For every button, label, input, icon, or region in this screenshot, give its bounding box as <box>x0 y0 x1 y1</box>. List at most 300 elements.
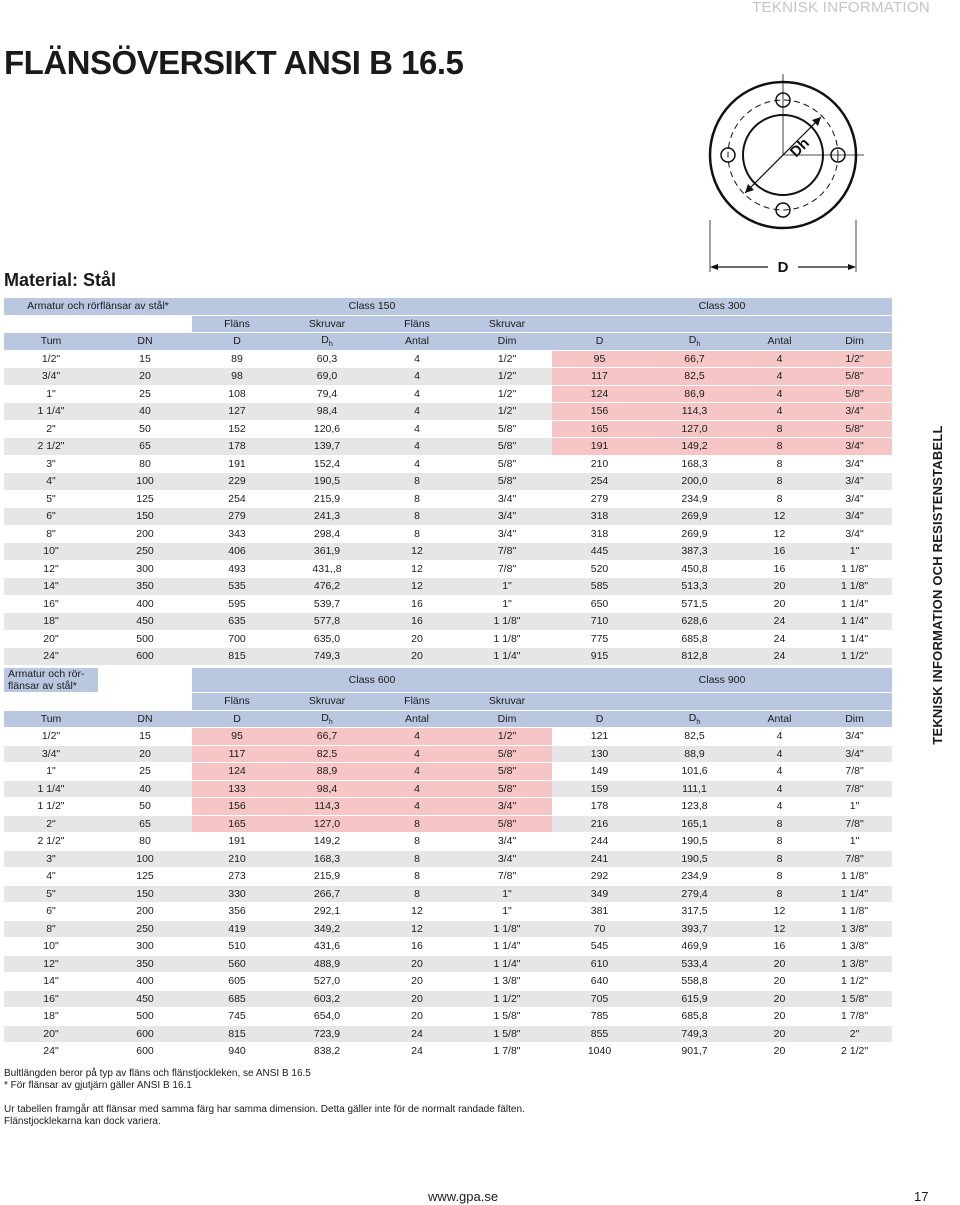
table-cell: 7/8" <box>817 815 892 833</box>
table-cell: 915 <box>552 648 647 666</box>
table-cell: 200 <box>98 903 192 921</box>
table-row <box>4 903 892 921</box>
table-cell: 4 <box>372 745 462 763</box>
table-cell: 266,7 <box>282 885 372 903</box>
table-cell: 513,3 <box>647 578 742 596</box>
table-cell: 685 <box>192 990 282 1008</box>
table-cell: 1/2" <box>462 403 552 421</box>
table-cell: 4" <box>4 868 98 886</box>
table-cell: 88,9 <box>282 763 372 781</box>
table-cell: 4 <box>372 728 462 746</box>
table-cell: 254 <box>192 490 282 508</box>
table-cell: 838,2 <box>282 1043 372 1061</box>
table-cell: 12 <box>742 525 817 543</box>
table-cell: 3/4" <box>462 525 552 543</box>
table-cell: 210 <box>192 850 282 868</box>
table-cell: 685,8 <box>647 1008 742 1026</box>
table-cell: 1/2" <box>4 350 98 368</box>
table-body <box>4 728 892 1061</box>
table-cell: 4 <box>372 780 462 798</box>
table-cell: 12 <box>372 560 462 578</box>
table-cell: 749,3 <box>647 1025 742 1043</box>
footer-url[interactable]: www.gpa.se <box>428 1189 499 1204</box>
table-cell: 330 <box>192 885 282 903</box>
table-cell: 1 3/8" <box>462 973 552 991</box>
table-cell: 16 <box>742 543 817 561</box>
table-cell: 1 1/4" <box>462 938 552 956</box>
table-cell: 190,5 <box>282 473 372 491</box>
table-cell: 16 <box>372 938 462 956</box>
table-cell: 1" <box>817 833 892 851</box>
table-cell: 381 <box>552 903 647 921</box>
table-cell: 8 <box>742 885 817 903</box>
table-cell: 318 <box>552 508 647 526</box>
table-cell: 1 1/8" <box>817 868 892 886</box>
table-cell: 250 <box>98 920 192 938</box>
table-cell: 640 <box>552 973 647 991</box>
table-cell: 1/2" <box>462 350 552 368</box>
table-cell: 650 <box>552 595 647 613</box>
table-cell: 700 <box>192 630 282 648</box>
table-cell: 80 <box>98 455 192 473</box>
table-cell: 12 <box>372 903 462 921</box>
table-cell: 4 <box>372 385 462 403</box>
table-cell: 356 <box>192 903 282 921</box>
table-cell: 20 <box>372 973 462 991</box>
table-cell: 165,1 <box>647 815 742 833</box>
group-label: Skruvar <box>282 315 372 333</box>
table-cell: 600 <box>98 1043 192 1061</box>
section-header-label: TEKNISK INFORMATION <box>752 0 930 16</box>
table-cell: 16 <box>372 595 462 613</box>
table-cell: 114,3 <box>282 798 372 816</box>
column-header: DN <box>98 333 192 351</box>
table-cell: 1 3/8" <box>817 955 892 973</box>
material-heading: Material: Stål <box>4 270 117 290</box>
table-cell: 4 <box>742 745 817 763</box>
table-cell: 7/8" <box>817 763 892 781</box>
table-cell: 1 1/8" <box>462 920 552 938</box>
table-cell: 4 <box>372 403 462 421</box>
table-cell: 7/8" <box>462 868 552 886</box>
table-cell: 635 <box>192 613 282 631</box>
table-cell: 149 <box>552 763 647 781</box>
table-cell: 18" <box>4 613 98 631</box>
column-header: D <box>552 710 647 728</box>
table-cell: 4 <box>742 385 817 403</box>
table-row <box>4 833 892 851</box>
class-header: Class 150 <box>192 298 552 315</box>
table-cell: 419 <box>192 920 282 938</box>
table-cell: 66,7 <box>647 350 742 368</box>
flange-table-class-600-900 <box>4 668 892 1061</box>
table-cell: 121 <box>552 728 647 746</box>
table-cell: 1 1/4" <box>462 648 552 666</box>
table-cell: 595 <box>192 595 282 613</box>
table-cell: 493 <box>192 560 282 578</box>
table-cell: 149,2 <box>647 438 742 456</box>
table-row <box>4 420 892 438</box>
table-cell: 1 1/4" <box>4 780 98 798</box>
table-cell: 349 <box>552 885 647 903</box>
table-cell: 510 <box>192 938 282 956</box>
table-cell: 139,7 <box>282 438 372 456</box>
table-cell: 178 <box>192 438 282 456</box>
table-cell: 3/4" <box>817 403 892 421</box>
table-cell: 98 <box>192 368 282 386</box>
table-cell: 24 <box>742 648 817 666</box>
table-cell: 5/8" <box>462 780 552 798</box>
table-cell: 815 <box>192 1025 282 1043</box>
table-row <box>4 613 892 631</box>
table-cell: 1/2" <box>462 368 552 386</box>
table-cell: 234,9 <box>647 868 742 886</box>
table-cell: 20 <box>742 990 817 1008</box>
table-cell: 2" <box>817 1025 892 1043</box>
table-cell: 20 <box>372 648 462 666</box>
table-cell: 8 <box>372 868 462 886</box>
table-cell: 445 <box>552 543 647 561</box>
table-cell: 610 <box>552 955 647 973</box>
table-cell: 1 7/8" <box>462 1043 552 1061</box>
table-cell: 1 7/8" <box>817 1008 892 1026</box>
column-header: Antal <box>372 333 462 351</box>
table-cell: 98,4 <box>282 780 372 798</box>
table-cell: 1" <box>817 798 892 816</box>
dh-label: Dh <box>786 134 813 161</box>
table-cell: 8 <box>372 473 462 491</box>
table-cell: 4 <box>742 728 817 746</box>
table-cell: 4 <box>372 438 462 456</box>
table-cell: 1" <box>462 595 552 613</box>
table-corner-label: Armatur och rör-flänsar av stål* <box>4 668 98 693</box>
table-cell: 3" <box>4 850 98 868</box>
table-cell: 450 <box>98 613 192 631</box>
table-row <box>4 648 892 666</box>
table-cell: 387,3 <box>647 543 742 561</box>
table-cell: 1 1/8" <box>817 560 892 578</box>
table-cell: 16" <box>4 990 98 1008</box>
table-cell: 4 <box>372 420 462 438</box>
table-cell: 3/4" <box>817 438 892 456</box>
column-header: Dim <box>817 333 892 351</box>
table-cell: 318 <box>552 525 647 543</box>
table-cell: 20 <box>742 973 817 991</box>
table-cell: 5/8" <box>462 473 552 491</box>
table-cell: 535 <box>192 578 282 596</box>
table-cell: 5/8" <box>462 815 552 833</box>
table-cell: 1 1/4" <box>817 885 892 903</box>
table-cell: 292 <box>552 868 647 886</box>
table-cell: 1/2" <box>462 728 552 746</box>
table-cell: 24" <box>4 648 98 666</box>
table-cell: 156 <box>552 403 647 421</box>
table-cell: 215,9 <box>282 490 372 508</box>
table-row <box>4 868 892 886</box>
table-cell: 5/8" <box>462 745 552 763</box>
table-cell: 1 1/8" <box>462 613 552 631</box>
column-header: $D_h$ <box>647 333 742 351</box>
column-header: $D_h$ <box>647 710 742 728</box>
table-row <box>4 1025 892 1043</box>
table-cell: 7/8" <box>817 780 892 798</box>
table-cell: 124 <box>552 385 647 403</box>
table-row <box>4 920 892 938</box>
table-cell: 785 <box>552 1008 647 1026</box>
group-label: Fläns <box>192 315 282 333</box>
table-row <box>4 350 892 368</box>
table-cell: 615,9 <box>647 990 742 1008</box>
table-cell: 5/8" <box>462 420 552 438</box>
table-cell: 8 <box>742 438 817 456</box>
table-cell: 1 5/8" <box>817 990 892 1008</box>
table-cell: 539,7 <box>282 595 372 613</box>
table-cell: 571,5 <box>647 595 742 613</box>
table-cell: 89 <box>192 350 282 368</box>
table-cell: 191 <box>552 438 647 456</box>
table-cell: 12 <box>742 508 817 526</box>
table-cell: 70 <box>552 920 647 938</box>
footnotes <box>4 1068 525 1128</box>
table-cell: 3/4" <box>817 525 892 543</box>
table-cell: 216 <box>552 815 647 833</box>
table-cell: 178 <box>552 798 647 816</box>
table-cell: 168,3 <box>282 850 372 868</box>
table-cell: 520 <box>552 560 647 578</box>
table-cell: 150 <box>98 885 192 903</box>
table-cell: 1/2" <box>817 350 892 368</box>
table-cell: 3/4" <box>817 728 892 746</box>
group-label: Fläns <box>372 693 462 711</box>
table-cell: 5/8" <box>817 385 892 403</box>
table-cell: 8 <box>742 850 817 868</box>
table-cell: 8 <box>372 508 462 526</box>
table-cell: 8 <box>742 833 817 851</box>
table-cell: 24" <box>4 1043 98 1061</box>
column-header: Antal <box>372 710 462 728</box>
table-cell: 710 <box>552 613 647 631</box>
table-cell: 1" <box>462 903 552 921</box>
table-cell: 1 1/2" <box>462 990 552 1008</box>
table-cell: 1040 <box>552 1043 647 1061</box>
table-row <box>4 728 892 746</box>
table-row <box>4 630 892 648</box>
table-cell: 3" <box>4 455 98 473</box>
table-cell: 560 <box>192 955 282 973</box>
table-cell: 1 3/8" <box>817 920 892 938</box>
table-cell: 476,2 <box>282 578 372 596</box>
table-cell: 1" <box>4 763 98 781</box>
table-cell: 20 <box>98 368 192 386</box>
table-row <box>4 508 892 526</box>
table-row <box>4 403 892 421</box>
table-cell: 450,8 <box>647 560 742 578</box>
table-cell: 3/4" <box>4 745 98 763</box>
table-cell: 86,9 <box>647 385 742 403</box>
table-cell: 12 <box>372 920 462 938</box>
table-cell: 1" <box>462 885 552 903</box>
table-row <box>4 745 892 763</box>
table-cell: 3/4" <box>4 368 98 386</box>
table-cell: 4 <box>742 798 817 816</box>
table-cell: 585 <box>552 578 647 596</box>
column-header: Dim <box>462 710 552 728</box>
table-cell: 406 <box>192 543 282 561</box>
table-cell: 15 <box>98 350 192 368</box>
table-cell: 100 <box>98 473 192 491</box>
table-cell: 25 <box>98 763 192 781</box>
table-cell: 20 <box>98 745 192 763</box>
group-label: Skruvar <box>282 693 372 711</box>
table-cell: 1/2" <box>4 728 98 746</box>
table-cell: 168,3 <box>647 455 742 473</box>
table-cell: 7/8" <box>462 543 552 561</box>
table-row <box>4 525 892 543</box>
table-cell: 95 <box>552 350 647 368</box>
table-cell: 8" <box>4 920 98 938</box>
table-cell: 815 <box>192 648 282 666</box>
table-cell: 8 <box>372 490 462 508</box>
table-cell: 1 1/8" <box>817 903 892 921</box>
table-cell: 12" <box>4 955 98 973</box>
table-cell: 361,9 <box>282 543 372 561</box>
table-cell: 4 <box>742 350 817 368</box>
table-cell: 101,6 <box>647 763 742 781</box>
table-cell: 15 <box>98 728 192 746</box>
table-cell: 12 <box>372 578 462 596</box>
table-cell: 8 <box>742 420 817 438</box>
table-cell: 200 <box>98 525 192 543</box>
table-cell: 4" <box>4 473 98 491</box>
table-cell: 14" <box>4 578 98 596</box>
table-cell: 4 <box>372 368 462 386</box>
table-cell: 6" <box>4 903 98 921</box>
table-cell: 1 1/2" <box>817 648 892 666</box>
column-header: Dim <box>817 710 892 728</box>
table-cell: 80 <box>98 833 192 851</box>
table-cell: 3/4" <box>817 745 892 763</box>
table-cell: 269,9 <box>647 508 742 526</box>
table-cell: 191 <box>192 455 282 473</box>
table-cell: 127,0 <box>282 815 372 833</box>
table-cell: 8 <box>372 815 462 833</box>
table-cell: 24 <box>742 630 817 648</box>
footnote-thickness-note: Flänstjocklekarna kan dock variera. <box>4 1116 161 1127</box>
table-cell: 50 <box>98 420 192 438</box>
table-row <box>4 438 892 456</box>
table-cell: 65 <box>98 438 192 456</box>
group-label: Fläns <box>192 693 282 711</box>
table-cell: 1 1/4" <box>817 595 892 613</box>
table-cell: 1 1/4" <box>4 403 98 421</box>
table-cell: 200,0 <box>647 473 742 491</box>
table-cell: 4 <box>372 798 462 816</box>
table-cell: 95 <box>192 728 282 746</box>
table-cell: 8 <box>742 868 817 886</box>
table-cell: 8 <box>742 815 817 833</box>
table-cell: 527,0 <box>282 973 372 991</box>
table-cell: 24 <box>372 1043 462 1061</box>
table-cell: 300 <box>98 560 192 578</box>
table-cell: 125 <box>98 868 192 886</box>
footnote-color-note: Ur tabellen framgår att flänsar med samma färg har samma dimension. Detta gäller inte för de normalt randade fälten. <box>4 1104 525 1115</box>
column-header: DN <box>98 710 192 728</box>
table-cell: 654,0 <box>282 1008 372 1026</box>
table-cell: 250 <box>98 543 192 561</box>
table-cell: 8" <box>4 525 98 543</box>
table-body <box>4 350 892 665</box>
table-cell: 3/4" <box>462 490 552 508</box>
table-cell: 4 <box>742 763 817 781</box>
table-cell: 20 <box>372 1008 462 1026</box>
table-cell: 117 <box>552 368 647 386</box>
table-cell: 190,5 <box>647 833 742 851</box>
table-cell: 1 5/8" <box>462 1025 552 1043</box>
group-label: Fläns <box>372 315 462 333</box>
table-cell: 488,9 <box>282 955 372 973</box>
table-cell: 400 <box>98 595 192 613</box>
table-cell: 20 <box>372 990 462 1008</box>
table-row <box>4 595 892 613</box>
table-cell: 117 <box>192 745 282 763</box>
table-cell: 4 <box>372 455 462 473</box>
table-cell: 12" <box>4 560 98 578</box>
table-cell: 350 <box>98 578 192 596</box>
table-cell: 1 1/2" <box>4 798 98 816</box>
table-cell: 775 <box>552 630 647 648</box>
table-cell: 8 <box>372 885 462 903</box>
table-cell: 20 <box>372 955 462 973</box>
table-cell: 254 <box>552 473 647 491</box>
column-header: Antal <box>742 710 817 728</box>
table-cell: 5/8" <box>462 763 552 781</box>
table-cell: 300 <box>98 938 192 956</box>
table-cell: 279,4 <box>647 885 742 903</box>
table-cell: 628,6 <box>647 613 742 631</box>
table-row <box>4 1043 892 1061</box>
table-cell: 16 <box>742 560 817 578</box>
column-header: Dim <box>462 333 552 351</box>
table-cell: 10" <box>4 543 98 561</box>
table-cell: 20 <box>742 955 817 973</box>
table-cell: 1 1/4" <box>817 630 892 648</box>
table-cell: 125 <box>98 490 192 508</box>
table-cell: 1/2" <box>462 385 552 403</box>
table-cell: 20" <box>4 1025 98 1043</box>
table-cell: 165 <box>552 420 647 438</box>
table-cell: 400 <box>98 973 192 991</box>
footnote-bolt-length: Bultlängden beror på typ av fläns och flänstjockleken, se ANSI B 16.5 <box>4 1068 311 1079</box>
table-cell: 4 <box>742 780 817 798</box>
table-cell: 812,8 <box>647 648 742 666</box>
table-row <box>4 885 892 903</box>
table-cell: 2 1/2" <box>4 833 98 851</box>
footnote-cast-iron: * För flänsar av gjutjärn gäller ANSI B 16.1 <box>4 1080 192 1091</box>
table-cell: 123,8 <box>647 798 742 816</box>
table-row <box>4 798 892 816</box>
table-row <box>4 973 892 991</box>
table-cell: 8 <box>742 473 817 491</box>
table-row <box>4 938 892 956</box>
table-row <box>4 990 892 1008</box>
table-cell: 3/4" <box>462 508 552 526</box>
table-cell: 3/4" <box>817 490 892 508</box>
table-cell: 12 <box>742 903 817 921</box>
table-corner-label: Armatur och rörflänsar av stål* <box>4 298 192 315</box>
column-header: Antal <box>742 333 817 351</box>
table-cell: 600 <box>98 1025 192 1043</box>
table-cell: 20 <box>742 1008 817 1026</box>
